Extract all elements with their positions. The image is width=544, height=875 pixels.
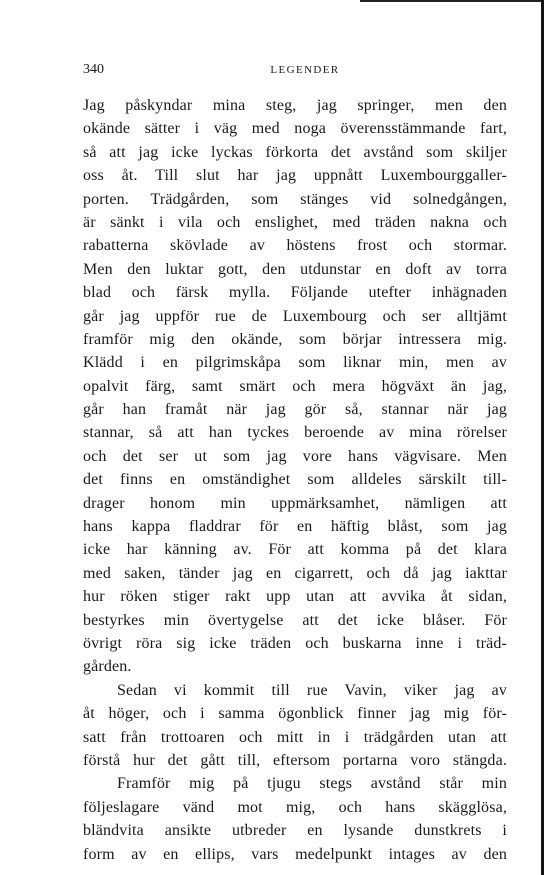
running-head: LEGENDER: [270, 64, 340, 76]
body-text: [83, 94, 507, 866]
text-line: okände sätter i väg med noga överensstämmande fart,: [83, 120, 507, 138]
text-line: icke har känning av. För att komma på det klara: [83, 541, 507, 559]
text-line: Framför mig på tjugu stegs avstånd står min: [117, 775, 507, 793]
text-line: Sedan vi kommit till rue Vavin, viker jag av: [117, 681, 507, 699]
text-line: form av en ellips, vars medelpunkt intages av den: [83, 845, 507, 863]
text-line: så att jag icke lyckas förkorta det avstånd som skiljer: [83, 143, 507, 161]
text-line: är sänkt i vila och enslighet, med träden nakna och: [83, 213, 507, 231]
text-line: rabatterna skövlade av höstens frost och stormar.: [83, 237, 507, 255]
text-line: går jag uppför rue de Luxembourg och ser alltjämt: [83, 307, 507, 325]
text-line: bestyrkes min övertygelse att det icke blåser. För: [83, 611, 507, 629]
text-line: Men den luktar gott, den utdunstar en doft av torra: [83, 260, 507, 278]
text-line: går han framåt när jag gör så, stannar när jag: [83, 401, 507, 419]
page-header: [83, 62, 507, 82]
text-line: förstå hur det gått till, eftersom portarna voro stängda.: [83, 751, 507, 769]
text-line: åt höger, och i samma ögonblick finner jag mig för-: [83, 705, 507, 723]
text-line: hans kappa fladdrar för en häftig blåst, som jag: [83, 518, 507, 536]
text-line: opalvit färg, samt smärt och mera högväxt än jag,: [83, 377, 507, 395]
page-number: 340: [83, 62, 104, 77]
text-line: framför mig den okände, som börjar intressera mig.: [83, 330, 507, 348]
scan-edge-top: [360, 0, 544, 2]
text-line: hur röken stiger rakt upp utan att avvika åt sidan,: [83, 588, 507, 606]
text-line: följeslagare vänd mot mig, och hans skägglösa,: [83, 798, 507, 816]
text-line: satt från trottoaren och mitt in i trädgården utan att: [83, 728, 507, 746]
text-line: drager honom min uppmärksamhet, nämligen att: [83, 494, 507, 512]
text-line: det finns en omständighet som alldeles särskilt till-: [83, 471, 507, 489]
text-line: Klädd i en pilgrimskåpa som liknar min, men av: [83, 354, 507, 372]
text-line: med saken, tänder jag en cigarrett, och då jag iakttar: [83, 564, 507, 582]
text-line: blad och färsk mylla. Följande utefter inhägnaden: [83, 284, 507, 302]
text-line: Jag påskyndar mina steg, jag springer, men den: [83, 97, 507, 114]
text-line: bländvita ansikte utbreder en lysande dunstkrets i: [83, 822, 507, 840]
text-line: och det ser ut som jag vore hans vägvisare. Men: [83, 447, 507, 465]
text-line: oss åt. Till slut har jag uppnått Luxembourggaller-: [83, 167, 507, 185]
text-line: övrigt röra sig icke träden och buskarna inne i träd-: [83, 634, 507, 652]
text-line: stannar, så att han tyckes beroende av mina rörelser: [83, 424, 507, 442]
text-line: gården.: [83, 658, 132, 676]
text-line: porten. Trädgården, som stänges vid solnedgången,: [83, 190, 507, 208]
